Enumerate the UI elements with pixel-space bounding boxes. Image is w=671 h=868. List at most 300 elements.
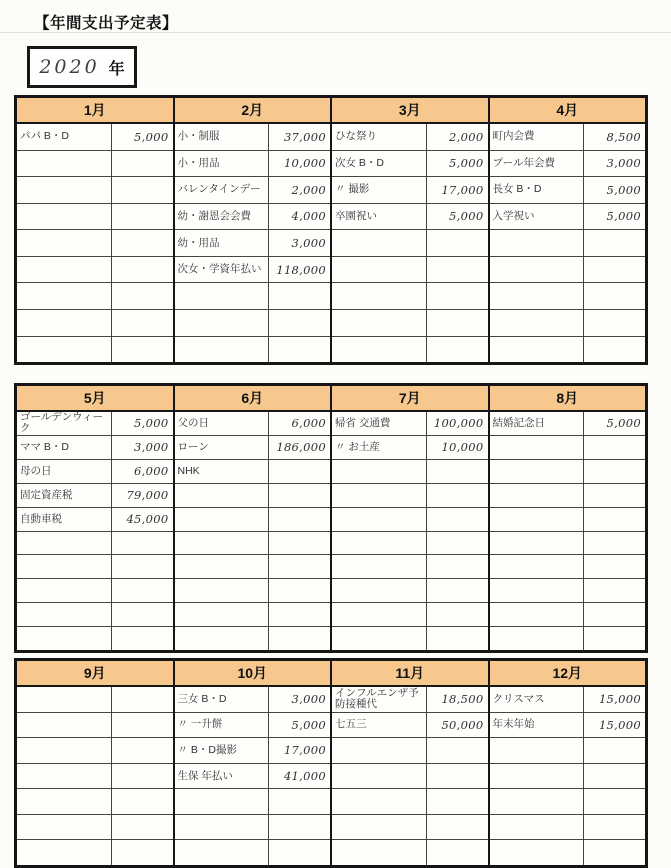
entry-row [490, 256, 646, 283]
entry-item [490, 436, 585, 459]
entry-amount [427, 460, 488, 483]
entry-row [490, 150, 646, 177]
entry-item: 入学祝い [490, 204, 585, 230]
entry-row [175, 459, 331, 483]
entry-item: 自動車税 [17, 508, 112, 531]
entry-item: 幼・謝恩会会費 [175, 204, 270, 230]
entry-amount [112, 815, 173, 840]
entry-row [175, 554, 331, 578]
entry-amount [427, 603, 488, 626]
entry-amount [269, 532, 330, 555]
entry-amount [112, 310, 173, 336]
month-column [490, 661, 646, 865]
entry-item [490, 508, 585, 531]
month-header: 2月 [175, 98, 331, 124]
entry-item [332, 555, 427, 578]
entry-item: クリスマス [490, 687, 585, 712]
entry-amount [427, 627, 488, 650]
entry-amount: 10,000 [441, 440, 484, 455]
entry-row [490, 578, 646, 602]
entry-item [17, 283, 112, 309]
entry-row [175, 309, 331, 336]
entry-item [175, 555, 270, 578]
entry-row [175, 176, 331, 203]
entry-amount: 10,000 [283, 156, 326, 171]
entry-row [175, 531, 331, 555]
entry-item: プール年会費 [490, 151, 585, 177]
entry-item [175, 627, 270, 650]
entry-row [17, 554, 173, 578]
entry-amount: 3,000 [134, 440, 169, 455]
entry-item [175, 337, 270, 363]
entry-item [490, 627, 585, 650]
entry-item [332, 337, 427, 363]
entry-item [17, 815, 112, 840]
entry-amount [112, 230, 173, 256]
entry-item [332, 283, 427, 309]
entry-item: 帰省 交通費 [332, 412, 427, 435]
entry-item [17, 789, 112, 814]
page-title: 【年間支出予定表】 [34, 15, 179, 32]
entry-amount [269, 789, 330, 814]
entry-row [175, 507, 331, 531]
entry-amount: 6,000 [134, 464, 169, 479]
entry-amount [584, 310, 645, 336]
entry-row [332, 282, 488, 309]
entry-item [332, 230, 427, 256]
entry-item [332, 764, 427, 789]
entry-row [490, 309, 646, 336]
entry-item [17, 603, 112, 626]
entry-item [17, 310, 112, 336]
entry-amount [427, 815, 488, 840]
entry-amount: 2,000 [449, 129, 484, 144]
entry-row [17, 203, 173, 230]
entry-amount [269, 460, 330, 483]
month-header: 1月 [17, 98, 173, 124]
month-column [17, 98, 175, 362]
entry-item [175, 532, 270, 555]
entry-item [17, 627, 112, 650]
entry-amount: 3,000 [291, 692, 326, 707]
entry-row [490, 531, 646, 555]
entry-row [332, 687, 488, 712]
month-header: 3月 [332, 98, 488, 124]
entry-row [175, 712, 331, 738]
entry-amount [112, 713, 173, 738]
entry-amount: 15,000 [598, 717, 641, 732]
entry-item: 結婚記念日 [490, 412, 585, 435]
entry-item: 小・制服 [175, 124, 270, 150]
month-column [490, 386, 646, 650]
entry-row [17, 435, 173, 459]
entry-amount: 5,000 [449, 156, 484, 171]
entry-row [332, 176, 488, 203]
entry-item [17, 151, 112, 177]
entry-row [332, 336, 488, 363]
entry-item [490, 460, 585, 483]
entry-amount: 5,000 [606, 209, 641, 224]
entry-row [175, 483, 331, 507]
entry-row [490, 839, 646, 865]
entry-row [175, 687, 331, 712]
entry-item: 生保 年払い [175, 764, 270, 789]
entry-item: 小・用品 [175, 151, 270, 177]
month-block-jan-apr [14, 95, 648, 365]
entry-amount: 3,000 [606, 156, 641, 171]
entry-row [490, 336, 646, 363]
entry-item [175, 789, 270, 814]
entry-row [17, 483, 173, 507]
entry-row [332, 554, 488, 578]
entry-row [332, 602, 488, 626]
entry-amount: 41,000 [283, 769, 326, 784]
entry-item: 三女 B・D [175, 687, 270, 712]
entry-amount [112, 579, 173, 602]
entry-item [17, 337, 112, 363]
entry-row [17, 712, 173, 738]
entry-amount: 15,000 [598, 692, 641, 707]
entry-row [332, 507, 488, 531]
entry-item: ローン [175, 436, 270, 459]
entry-row [175, 602, 331, 626]
year-suffix-label: 年 [108, 60, 125, 78]
entry-item: 長女 B・D [490, 177, 585, 203]
entry-amount: 5,000 [606, 416, 641, 431]
entry-item [332, 627, 427, 650]
entry-amount [427, 555, 488, 578]
entry-item: 次女 B・D [332, 151, 427, 177]
entry-row [332, 814, 488, 840]
entry-row [175, 435, 331, 459]
entry-item: 〃 B・D撮影 [175, 738, 270, 763]
entry-item [490, 555, 585, 578]
entry-amount [269, 627, 330, 650]
entry-row [332, 712, 488, 738]
entry-amount [584, 460, 645, 483]
entry-row [490, 203, 646, 230]
entry-amount: 3,000 [291, 236, 326, 251]
entry-row [332, 412, 488, 435]
entry-item [17, 738, 112, 763]
entry-amount [269, 815, 330, 840]
entry-amount [584, 789, 645, 814]
entry-item: 〃 お土産 [332, 436, 427, 459]
entry-row [490, 554, 646, 578]
entry-amount: 37,000 [283, 129, 326, 144]
month-header: 12月 [490, 661, 646, 687]
entry-row [490, 435, 646, 459]
entry-amount: 17,000 [441, 182, 484, 197]
entry-amount [584, 840, 645, 865]
entry-item [332, 579, 427, 602]
entry-row [332, 788, 488, 814]
entry-amount [112, 151, 173, 177]
entry-item: 母の日 [17, 460, 112, 483]
entry-row [332, 626, 488, 650]
entry-row [490, 788, 646, 814]
entry-item [332, 310, 427, 336]
entry-amount [427, 579, 488, 602]
entry-item [490, 310, 585, 336]
entry-row [17, 737, 173, 763]
entry-row [332, 435, 488, 459]
entry-item [17, 579, 112, 602]
entry-amount [269, 579, 330, 602]
entry-row [17, 814, 173, 840]
entry-amount [584, 436, 645, 459]
entry-item [490, 230, 585, 256]
entry-item [490, 840, 585, 865]
entry-item: 〃 撮影 [332, 177, 427, 203]
entry-amount: 6,000 [291, 416, 326, 431]
entry-row [175, 814, 331, 840]
entry-amount [269, 603, 330, 626]
entry-row [17, 459, 173, 483]
entry-row [490, 687, 646, 712]
month-header: 4月 [490, 98, 646, 124]
entry-row [17, 763, 173, 789]
month-column [332, 661, 490, 865]
entry-amount: 18,500 [441, 692, 484, 707]
month-header: 11月 [332, 661, 488, 687]
entry-row [17, 124, 173, 150]
entry-amount [112, 603, 173, 626]
entry-row [17, 336, 173, 363]
entry-amount: 100,000 [433, 416, 484, 431]
entry-amount [112, 532, 173, 555]
entry-item [17, 687, 112, 712]
entry-row [17, 788, 173, 814]
entry-row [490, 763, 646, 789]
entry-amount: 8,500 [606, 129, 641, 144]
entry-amount [112, 789, 173, 814]
entry-item [332, 603, 427, 626]
entry-item: 次女・学資年払い [175, 257, 270, 283]
month-header: 9月 [17, 661, 173, 687]
year-value: 2020 [39, 56, 100, 78]
entry-row [17, 256, 173, 283]
entry-item [490, 789, 585, 814]
entry-amount [427, 508, 488, 531]
entry-amount: 5,000 [606, 182, 641, 197]
entry-row [332, 483, 488, 507]
entry-amount [427, 532, 488, 555]
entry-row [490, 483, 646, 507]
entry-row [490, 814, 646, 840]
entry-row [17, 229, 173, 256]
entry-row [332, 578, 488, 602]
entry-amount [112, 257, 173, 283]
entry-amount: 79,000 [126, 488, 169, 503]
entry-amount [584, 337, 645, 363]
entry-row [175, 336, 331, 363]
entry-item [175, 484, 270, 507]
month-header: 6月 [175, 386, 331, 412]
entry-amount [427, 337, 488, 363]
entry-row [332, 737, 488, 763]
entry-item [490, 815, 585, 840]
entry-row [490, 459, 646, 483]
entry-amount [112, 204, 173, 230]
entry-amount [112, 738, 173, 763]
entry-amount [427, 283, 488, 309]
entry-item [332, 738, 427, 763]
entry-row [332, 459, 488, 483]
entry-row [17, 282, 173, 309]
entry-row [17, 626, 173, 650]
entry-row [175, 788, 331, 814]
entry-row [490, 507, 646, 531]
entry-item [332, 508, 427, 531]
entry-row [490, 737, 646, 763]
entry-amount [427, 840, 488, 865]
entry-item: インフルエンザ予防接種代 [332, 687, 427, 712]
entry-item [490, 579, 585, 602]
entry-amount [112, 337, 173, 363]
entry-amount [427, 738, 488, 763]
entry-amount [269, 508, 330, 531]
month-header: 5月 [17, 386, 173, 412]
entry-amount [269, 283, 330, 309]
entry-item [17, 532, 112, 555]
entry-row [175, 256, 331, 283]
entry-amount [112, 283, 173, 309]
entry-item: 〃 一升餅 [175, 713, 270, 738]
entry-row [332, 229, 488, 256]
entry-amount [584, 532, 645, 555]
entry-amount: 5,000 [291, 717, 326, 732]
year-box [27, 46, 137, 88]
entry-row [17, 578, 173, 602]
month-column [175, 98, 333, 362]
entry-amount: 17,000 [283, 743, 326, 758]
entry-amount [584, 508, 645, 531]
entry-amount [584, 627, 645, 650]
entry-item: NHK [175, 460, 270, 483]
entry-amount [112, 555, 173, 578]
entry-row [332, 150, 488, 177]
entry-row [175, 578, 331, 602]
entry-item [490, 603, 585, 626]
entry-item [175, 283, 270, 309]
entry-row [490, 412, 646, 435]
entry-amount [584, 484, 645, 507]
entry-item [17, 230, 112, 256]
month-column [175, 386, 333, 650]
entry-amount [112, 687, 173, 712]
month-column [17, 661, 175, 865]
entry-amount [112, 764, 173, 789]
entry-row [490, 176, 646, 203]
entry-row [332, 531, 488, 555]
entry-item [175, 815, 270, 840]
entry-item [175, 603, 270, 626]
entry-item [490, 484, 585, 507]
entry-item [490, 283, 585, 309]
entry-item [332, 532, 427, 555]
month-header: 8月 [490, 386, 646, 412]
entry-item [332, 460, 427, 483]
entry-row [490, 124, 646, 150]
entry-amount [269, 337, 330, 363]
entry-amount: 4,000 [291, 209, 326, 224]
entry-item: 七五三 [332, 713, 427, 738]
entry-amount: 186,000 [276, 440, 326, 455]
entry-row [175, 763, 331, 789]
entry-row [332, 763, 488, 789]
entry-item [490, 738, 585, 763]
entry-amount [112, 627, 173, 650]
entry-amount [584, 555, 645, 578]
entry-amount [427, 230, 488, 256]
entry-amount [584, 603, 645, 626]
entry-amount [427, 764, 488, 789]
entry-row [17, 412, 173, 435]
entry-amount [584, 579, 645, 602]
entry-item [175, 840, 270, 865]
entry-item [175, 508, 270, 531]
entry-item [17, 555, 112, 578]
entry-item [175, 310, 270, 336]
entry-amount [427, 484, 488, 507]
entry-row [175, 737, 331, 763]
entry-row [17, 839, 173, 865]
entry-amount [112, 840, 173, 865]
entry-row [17, 687, 173, 712]
entry-amount [269, 555, 330, 578]
entry-item: 卒園祝い [332, 204, 427, 230]
month-column [175, 661, 333, 865]
entry-item: 固定資産税 [17, 484, 112, 507]
entry-row [332, 203, 488, 230]
entry-item: バレンタインデー [175, 177, 270, 203]
entry-row [17, 602, 173, 626]
entry-row [490, 626, 646, 650]
entry-row [490, 229, 646, 256]
entry-item [332, 840, 427, 865]
month-header: 7月 [332, 386, 488, 412]
entry-amount [112, 177, 173, 203]
month-block-sep-dec [14, 658, 648, 868]
month-column [490, 98, 646, 362]
entry-item [17, 257, 112, 283]
entry-row [175, 412, 331, 435]
entry-row [175, 150, 331, 177]
entry-row [17, 507, 173, 531]
entry-amount [269, 310, 330, 336]
month-block-may-aug [14, 383, 648, 653]
entry-item: ゴールデンウィーク [17, 412, 112, 435]
entry-amount [584, 764, 645, 789]
entry-item: 町内会費 [490, 124, 585, 150]
entry-amount [584, 815, 645, 840]
entry-item [332, 789, 427, 814]
entry-item: ママ B・D [17, 436, 112, 459]
entry-row [175, 282, 331, 309]
entry-item: 年末年始 [490, 713, 585, 738]
entry-item: 幼・用品 [175, 230, 270, 256]
entry-item [490, 337, 585, 363]
entry-item: パパ B・D [17, 124, 112, 150]
entry-amount [427, 310, 488, 336]
title-underline [0, 32, 671, 33]
entry-row [17, 176, 173, 203]
entry-item [332, 815, 427, 840]
entry-row [175, 203, 331, 230]
entry-row [332, 256, 488, 283]
entry-amount: 45,000 [126, 512, 169, 527]
